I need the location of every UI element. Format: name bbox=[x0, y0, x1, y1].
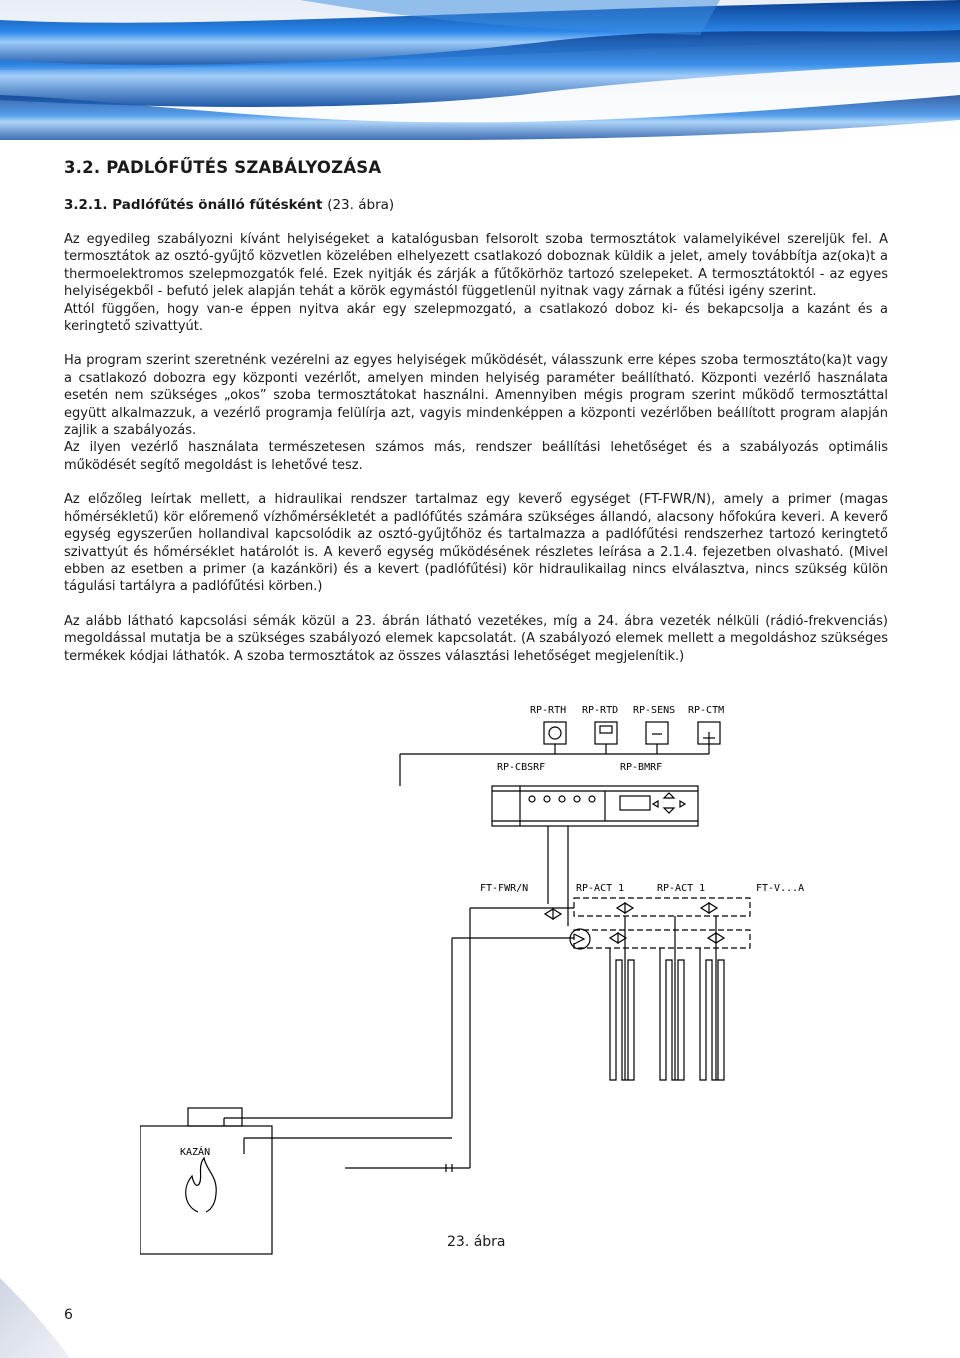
section-title: 3.2. PADLÓFŰTÉS SZABÁLYOZÁSA bbox=[64, 158, 382, 177]
manifold bbox=[574, 898, 750, 948]
paragraph-2: Attól függően, hogy van-e éppen nyitva akár egy szelepmozgató, a csatlakozó doboz ki- és bekapcsolja a kazánt és a keringtető szivattyút. bbox=[64, 301, 888, 335]
label-rp-rtd: RP-RTD bbox=[582, 705, 619, 716]
boiler-pipes bbox=[224, 908, 470, 1172]
paragraph-5: Az előzőleg leírtak mellett, a hidraulikai rendszer tartalmaz egy keverő egységet (FT-FWR/N), amely a primer (magas hőmérsékletű) kör előremenő vízhőmérsékletét a padlófűtés számára szükséges állandó, alacsony hőfokúra keveri. A keverő egység egyszerűen hollandival kapcsolódik az osztó-gyűjtőhöz és tartalmazza a padlófűtési rendszerhez tartozó keringtető szivattyút és hőmérséklet határolót is. A keverő egység működésének részletes leírása a 2.1.4. fejezetben olvasható. (Mivel ebben az esetben a primer (a kazánköri) és a kevert (padlófűtési) kör hidraulikailag nincs elválasztva, nincs szükség külön tágulási tartályra a padlófűtési körben.) bbox=[64, 492, 888, 595]
paragraph-4: Az ilyen vezérlő használata természetesen számos más, rendszer beállítási lehetőséget és a szabályozás optimális működését segítő megoldást is lehetővé tesz. bbox=[64, 440, 888, 473]
thermostat-sens-icon bbox=[646, 722, 668, 744]
paragraph-1: Az egyedileg szabályozni kívánt helyiségeket a katalógusban felsorolt szoba termosztátok valamelyikével szereljük fel. A termosztátok az osztó-gyűjtő közvetlen közelében elhelyezett csatlakozó doboznak küldik a jelet, amely továbbítja az(oka)t a thermoelektromos szelepmozgatók felé. Ezek nyitják és zárják a fűtőkörhöz tartozó szelepeket. A termosztátoktól - az egyes helyiségekből - befutó jelek alapján tehát a körök egymástól függetlenül nyitnak vagy zárnak a fűtési igény szerint. bbox=[64, 232, 888, 300]
paragraph-6: Az alább látható kapcsolási sémák közül a 23. ábrán látható vezetékes, míg a 24. ábra vezeték nélküli (rádió-frekvenciás) megoldással mutatja be a szükséges szabályozó elemek kapcsolatát. (A szabályozó elemek mellett a megoldáshoz szükséges termékek kódjai láthatók. A szoba termosztátok az összes választási lehetőséget megjelenítik.) bbox=[64, 613, 888, 664]
corner-decoration bbox=[0, 1268, 120, 1358]
label-rp-act-1a: RP-ACT 1 bbox=[576, 883, 625, 894]
subsection-figure-ref: (23. ábra) bbox=[327, 197, 395, 213]
paragraph-3: Ha program szerint szeretnénk vezérelni az egyes helyiségek működését, válasszunk erre képes szoba termosztáto(ka)t vagy a csatlakozó dobozra egy központi vezérlőt, amelyen minden helyiség paraméter beállítható. Központi vezérlő használata esetén nem szükséges „okos” szoba termosztátokat használni. Amennyiben mégis program szerint működő termosztáttal együtt alkalmazzuk, a vezérlő programja felülírja azt, vagyis mindenképpen a központi vezérlőben beállított program alapján zajlik a szabályozás. bbox=[64, 353, 888, 439]
main-content bbox=[64, 158, 888, 665]
subsection-title-text: 3.2.1. Padlófűtés önálló fűtésként bbox=[64, 197, 323, 213]
thermostat-rth-icon bbox=[544, 722, 566, 744]
label-rp-sens: RP-SENS bbox=[633, 705, 676, 716]
label-rp-bmrf: RP-BMRF bbox=[620, 762, 663, 773]
thermostat-group bbox=[400, 705, 724, 786]
label-rp-cbsrf: RP-CBSRF bbox=[497, 762, 546, 773]
floor-heating-loops bbox=[610, 916, 724, 1080]
subsection-title bbox=[64, 197, 888, 213]
label-ft-fwr-n: FT-FWR/N bbox=[480, 883, 529, 894]
label-rp-ctm: RP-CTM bbox=[688, 705, 725, 716]
controller-box bbox=[492, 762, 698, 846]
wiring-diagram bbox=[140, 698, 840, 1258]
mixing-unit bbox=[452, 840, 590, 949]
boiler-label: KAZÁN bbox=[180, 1147, 211, 1158]
figure-caption: 23. ábra bbox=[447, 1234, 506, 1250]
label-ft-v-a: FT-V...A bbox=[756, 883, 805, 894]
label-rp-rth: RP-RTH bbox=[530, 705, 567, 716]
page-number: 6 bbox=[64, 1307, 73, 1323]
label-rp-act-1b: RP-ACT 1 bbox=[657, 883, 706, 894]
header-banner-image bbox=[0, 0, 960, 140]
boiler bbox=[140, 1108, 272, 1254]
flame-icon bbox=[186, 1158, 216, 1212]
